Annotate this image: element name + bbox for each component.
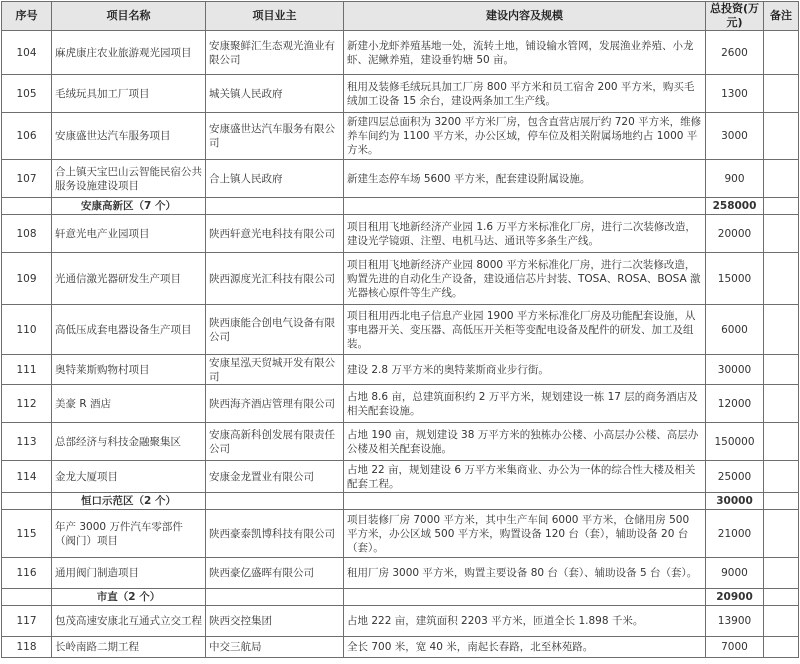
table-row xyxy=(2,558,799,589)
cell-remark xyxy=(764,75,799,113)
cell-investment: 3000 xyxy=(706,113,764,160)
cell-name: 年产 3000 万件汽车零部件（阀门）项目 xyxy=(52,510,206,558)
cell-no: 118 xyxy=(2,637,52,658)
cell-investment: 21000 xyxy=(706,510,764,558)
table-row xyxy=(2,423,799,461)
table-row xyxy=(2,461,799,493)
cell-name: 轩意光电产业园项目 xyxy=(52,215,206,253)
cell-no: 106 xyxy=(2,113,52,160)
cell-owner: 陕西豪泰凯博科技有限公司 xyxy=(206,510,344,558)
cell-owner: 安康星泓天贸城开发有限公司 xyxy=(206,355,344,385)
table-row xyxy=(2,305,799,355)
cell-content: 新建四层总面积为 3200 平方米厂房，包含直营店展厅约 720 平方米，维修养车间约为 1100 平方米，办公区域，停车位及相关附属场地约占 1000 平方米。 xyxy=(344,113,706,160)
cell-remark xyxy=(764,510,799,558)
table-row xyxy=(2,510,799,558)
cell-content: 项目租用飞地新经济产业园 1.6 万平方米标准化厂房，进行二次装修改造，建设光学镜頭、注塑、电机马达、通讯等多条生产线。 xyxy=(344,215,706,253)
cell-no: 115 xyxy=(2,510,52,558)
header-owner: 项目业主 xyxy=(206,2,344,31)
header-name: 项目名称 xyxy=(52,2,206,31)
cell-no: 116 xyxy=(2,558,52,589)
cell-remark xyxy=(764,253,799,305)
cell-name: 麻虎康庄农业旅游观光园项目 xyxy=(52,31,206,75)
cell-remark xyxy=(764,637,799,658)
cell-no: 108 xyxy=(2,215,52,253)
group-row xyxy=(2,198,799,215)
group-investment: 30000 xyxy=(706,493,764,510)
cell-investment: 13900 xyxy=(706,606,764,637)
table-row xyxy=(2,160,799,198)
group-name: 市直（2 个） xyxy=(52,589,206,606)
cell-content: 新建小龙虾养殖基地一处，流转土地，铺设输水管网，发展渔业养殖、小龙虾、泥鳅养殖，建设垂钓塘 50 亩。 xyxy=(344,31,706,75)
cell-name: 光通信激光器研发生产项目 xyxy=(52,253,206,305)
cell-investment: 2600 xyxy=(706,31,764,75)
cell-content: 项目装修厂房 7000 平方米，其中生产车间 6000 平方米，仓储用房 500 平方米，办公区域 500 平方米，购置设备 120 台（套），辅助设备 20 台（套）。 xyxy=(344,510,706,558)
cell-content: 占地 22 亩，规划建设 6 万平方米集商业、办公为一体的综合性大楼及相关配套工程。 xyxy=(344,461,706,493)
table-row xyxy=(2,385,799,423)
cell-content: 项目租用飞地新经济产业园 8000 平方米标准化厂房，进行二次装修改造，购置先进的自动化生产设备，建设通信芯片封装、TOSA、ROSA、BOSA 激光器核心原件等生产线。 xyxy=(344,253,706,305)
table-row xyxy=(2,253,799,305)
group-row xyxy=(2,589,799,606)
cell-no: 109 xyxy=(2,253,52,305)
cell-owner: 安康盛世达汽车服务有限公司 xyxy=(206,113,344,160)
cell-remark xyxy=(764,385,799,423)
cell-investment: 25000 xyxy=(706,461,764,493)
cell-owner: 陕西豪亿盛晖有限公司 xyxy=(206,558,344,589)
cell-content: 占地 222 亩，建筑面积 2203 平方米，匝道全长 1.898 千米。 xyxy=(344,606,706,637)
header-investment: 总投资(万元) xyxy=(706,2,764,31)
cell-no: 114 xyxy=(2,461,52,493)
cell-name: 高低压成套电器设备生产项目 xyxy=(52,305,206,355)
cell-content: 占地 190 亩，规划建设 38 万平方米的独栋办公楼、小高层办公楼、高层办公楼及相关配套设施。 xyxy=(344,423,706,461)
cell-investment: 9000 xyxy=(706,558,764,589)
header-content: 建设内容及规模 xyxy=(344,2,706,31)
cell-remark xyxy=(764,606,799,637)
table-header-row xyxy=(2,2,799,31)
cell-investment: 7000 xyxy=(706,637,764,658)
cell-no: 111 xyxy=(2,355,52,385)
cell-content: 新建生态停车场 5600 平方米，配套建设附属设施。 xyxy=(344,160,706,198)
cell-name: 毛绒玩具加工厂项目 xyxy=(52,75,206,113)
table-row xyxy=(2,113,799,160)
group-row xyxy=(2,493,799,510)
table-row xyxy=(2,355,799,385)
cell-owner: 陕西康能合创电气设备有限公司 xyxy=(206,305,344,355)
group-investment: 20900 xyxy=(706,589,764,606)
cell-investment: 12000 xyxy=(706,385,764,423)
cell-remark xyxy=(764,113,799,160)
cell-no: 105 xyxy=(2,75,52,113)
cell-owner: 陕西轩意光电科技有限公司 xyxy=(206,215,344,253)
cell-owner: 陕西源度光汇科技有限公司 xyxy=(206,253,344,305)
header-remark: 备注 xyxy=(764,2,799,31)
cell-no: 110 xyxy=(2,305,52,355)
cell-investment: 1300 xyxy=(706,75,764,113)
cell-remark xyxy=(764,423,799,461)
cell-remark xyxy=(764,215,799,253)
cell-owner: 安康金龙置业有限公司 xyxy=(206,461,344,493)
cell-no: 113 xyxy=(2,423,52,461)
group-name: 安康高新区（7 个） xyxy=(52,198,206,215)
cell-owner: 安康高新科创发展有限责任公司 xyxy=(206,423,344,461)
cell-name: 总部经济与科技金融聚集区 xyxy=(52,423,206,461)
cell-remark xyxy=(764,160,799,198)
cell-content: 租用及装修毛绒玩具加工厂房 800 平方米和员工宿舍 200 平方米，购买毛绒加工设备 15 余台，建设两条加工生产线。 xyxy=(344,75,706,113)
cell-owner: 中交三航局 xyxy=(206,637,344,658)
cell-name: 合上镇天宝巴山云智能民宿公共服务设施建设项目 xyxy=(52,160,206,198)
cell-content: 占地 8.6 亩，总建筑面积约 2 万平方米，规划建设一栋 17 层的商务酒店及相关配套设施。 xyxy=(344,385,706,423)
group-investment: 258000 xyxy=(706,198,764,215)
project-table xyxy=(1,1,799,658)
cell-owner: 陕西海齐酒店管理有限公司 xyxy=(206,385,344,423)
table-row xyxy=(2,31,799,75)
cell-no: 117 xyxy=(2,606,52,637)
cell-name: 长岭南路二期工程 xyxy=(52,637,206,658)
cell-remark xyxy=(764,31,799,75)
header-no: 序号 xyxy=(2,2,52,31)
table-row xyxy=(2,215,799,253)
cell-content: 全长 700 米，宽 40 米，南起长春路，北至林苑路。 xyxy=(344,637,706,658)
cell-name: 通用阀门制造项目 xyxy=(52,558,206,589)
table-row xyxy=(2,637,799,658)
cell-name: 安康盛世达汽车服务项目 xyxy=(52,113,206,160)
cell-investment: 150000 xyxy=(706,423,764,461)
cell-investment: 900 xyxy=(706,160,764,198)
cell-no: 112 xyxy=(2,385,52,423)
cell-remark xyxy=(764,355,799,385)
cell-name: 金龙大厦项目 xyxy=(52,461,206,493)
cell-owner: 安康聚鲜汇生态观光渔业有限公司 xyxy=(206,31,344,75)
cell-investment: 20000 xyxy=(706,215,764,253)
cell-name: 美豪 R 酒店 xyxy=(52,385,206,423)
cell-remark xyxy=(764,558,799,589)
cell-investment: 15000 xyxy=(706,253,764,305)
cell-name: 奥特莱斯购物村项目 xyxy=(52,355,206,385)
cell-remark xyxy=(764,461,799,493)
cell-no: 104 xyxy=(2,31,52,75)
cell-investment: 6000 xyxy=(706,305,764,355)
cell-remark xyxy=(764,305,799,355)
cell-name: 包茂高速安康北互通式立交工程 xyxy=(52,606,206,637)
cell-no: 107 xyxy=(2,160,52,198)
cell-content: 建设 2.8 万平方米的奥特莱斯商业步行街。 xyxy=(344,355,706,385)
cell-owner: 合上镇人民政府 xyxy=(206,160,344,198)
cell-owner: 陕西交控集团 xyxy=(206,606,344,637)
cell-owner: 城关镇人民政府 xyxy=(206,75,344,113)
table-row xyxy=(2,75,799,113)
cell-content: 租用厂房 3000 平方米，购置主要设备 80 台（套）、辅助设备 5 台（套）。 xyxy=(344,558,706,589)
cell-investment: 30000 xyxy=(706,355,764,385)
cell-content: 项目租用西北电子信息产业园 1900 平方米标准化厂房及功能配套设施，从事电器开关、变压器、高低压开关柜等变配电设备及配件的研发、加工及组装。 xyxy=(344,305,706,355)
group-name: 恒口示范区（2 个） xyxy=(52,493,206,510)
table-row xyxy=(2,606,799,637)
